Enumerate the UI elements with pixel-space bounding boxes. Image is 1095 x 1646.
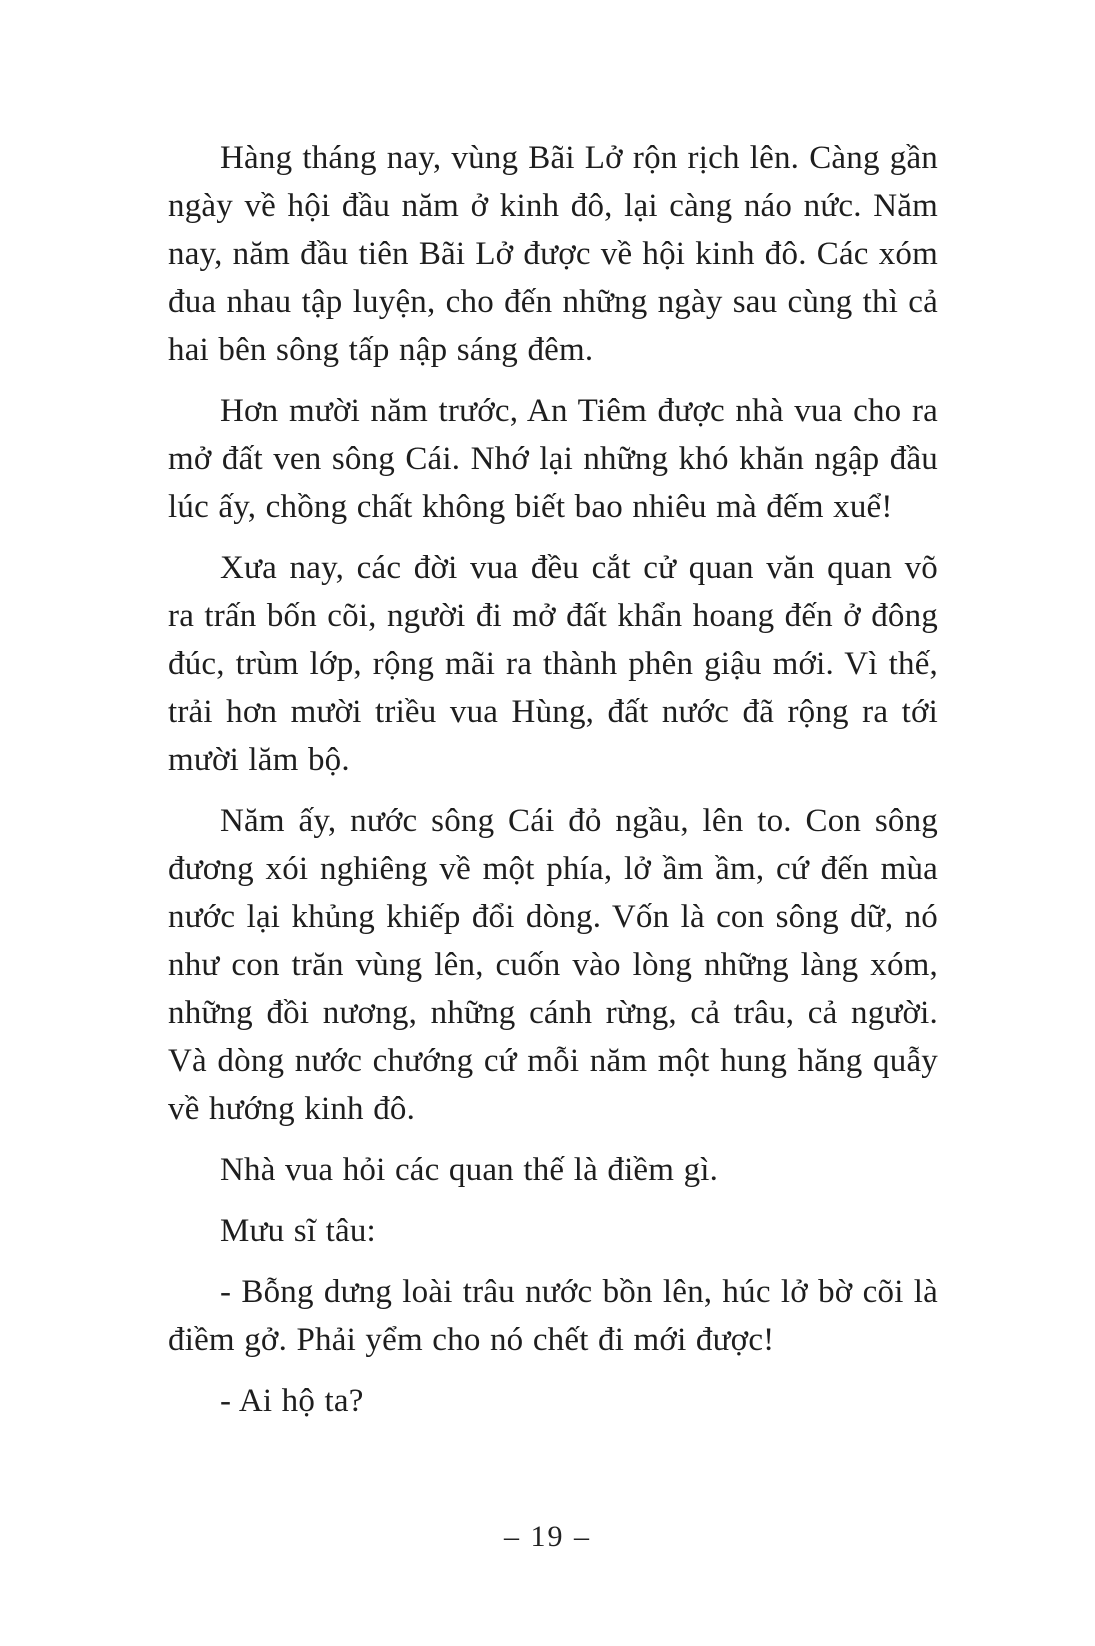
paragraph-4: Năm ấy, nước sông Cái đỏ ngầu, lên to. Con sông đương xói nghiêng về một phía, lở ầm ầm, cứ đến mùa nước lại khủng khiếp đổi dòng. Vốn là con sông dữ, nó như con trăn vùng lên, cuốn vào lòng những làng xóm, những đồi nương, những cánh rừng, cả trâu, cả người. Và dòng nước chướng cứ mỗi năm một hung hăng quẫy về hướng kinh đô. [168,803,938,1127]
paragraph-3: Xưa nay, các đời vua đều cắt cử quan văn quan võ ra trấn bốn cõi, người đi mở đất khẩn hoang đến ở đông đúc, trùm lớp, rộng mãi ra thành phên giậu mới. Vì thế, trải hơn mười triều vua Hùng, đất nước đã rộng ra tới mười lăm bộ. [168,550,938,778]
paragraph-2: Hơn mười năm trước, An Tiêm được nhà vua cho ra mở đất ven sông Cái. Nhớ lại những khó khăn ngập đầu lúc ấy, chồng chất không biết bao nhiêu mà đếm xuể! [168,393,938,525]
paragraph-5: Nhà vua hỏi các quan thế là điềm gì. [220,1152,719,1188]
text-block [168,134,938,1425]
paragraph-7-dialogue: - Bỗng dưng loài trâu nước bồn lên, húc lở bờ cõi là điềm gở. Phải yểm cho nó chết đi mới được! [168,1274,938,1358]
paragraph-1: Hàng tháng nay, vùng Bãi Lở rộn rịch lên. Càng gần ngày về hội đầu năm ở kinh đô, lại càng náo nức. Năm nay, năm đầu tiên Bãi Lở được về hội kinh đô. Các xóm đua nhau tập luyện, cho đến những ngày sau cùng thì cả hai bên sông tấp nập sáng đêm. [168,140,938,368]
page-number: – 19 – [504,1520,591,1553]
paragraph-8-dialogue: - Ai hộ ta? [220,1383,364,1419]
paragraph-6-dialogue-intro: Mưu sĩ tâu: [220,1213,376,1249]
